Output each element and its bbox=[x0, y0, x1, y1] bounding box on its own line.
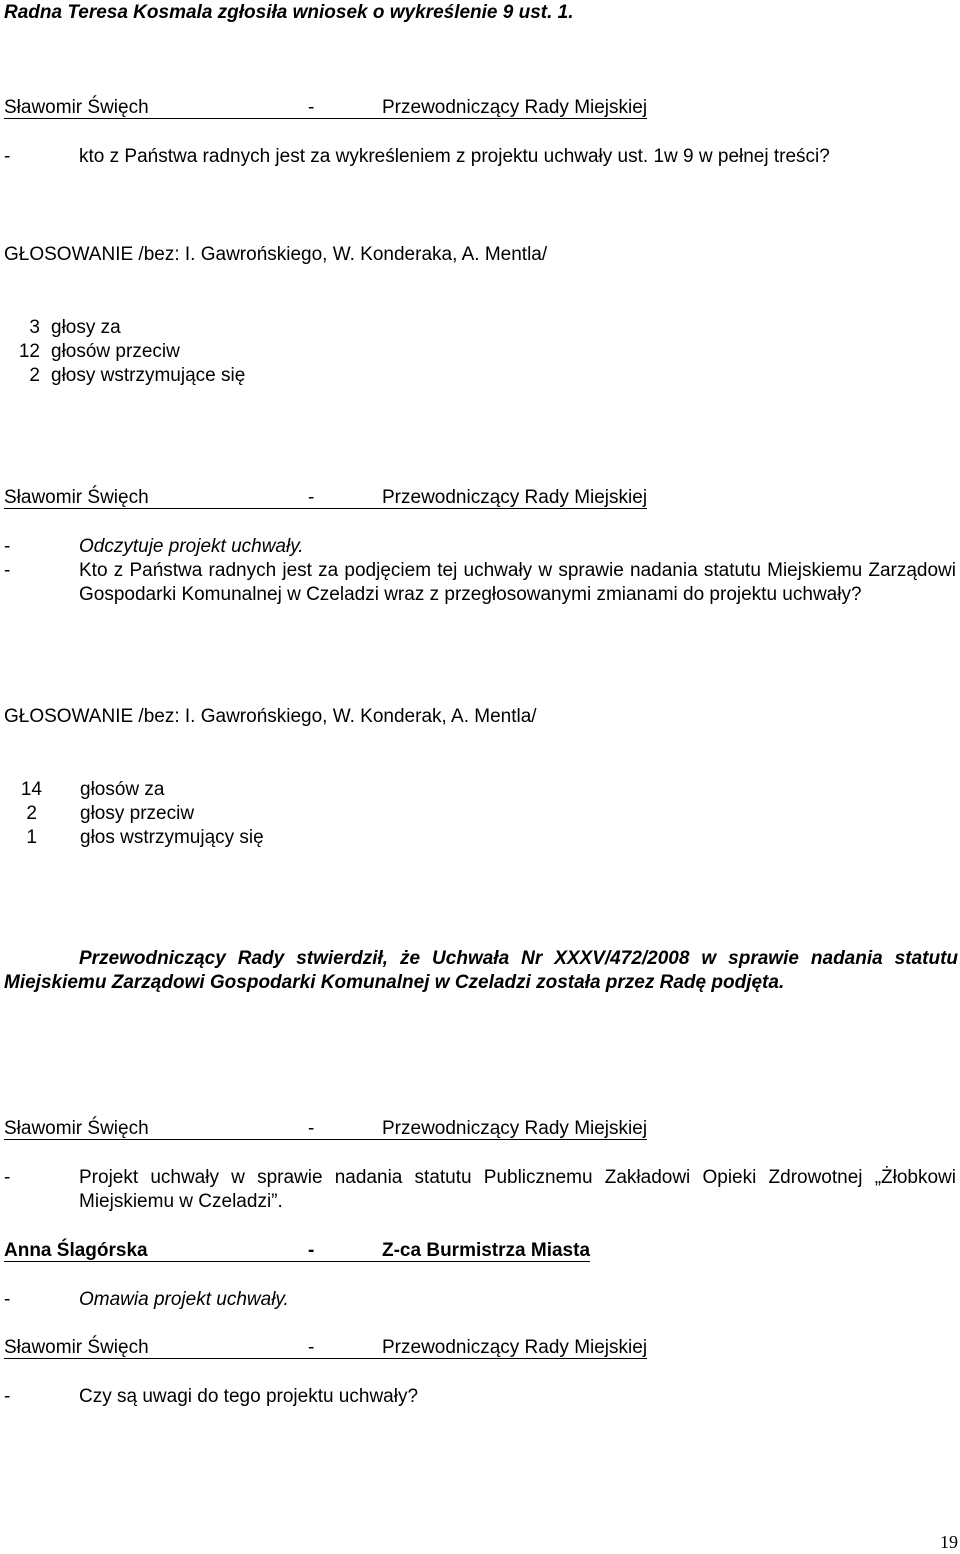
list-text: kto z Państwa radnych jest za wykreśleniem z projektu uchwały ust. 1w 9 w pełnej treści? bbox=[79, 146, 830, 167]
vote-label: głos wstrzymujący się bbox=[80, 827, 264, 848]
vote-row bbox=[4, 826, 264, 850]
speaker-name: Sławomir Święch bbox=[4, 1336, 308, 1359]
list-item bbox=[4, 1166, 956, 1214]
vote-results bbox=[4, 316, 245, 388]
list-item bbox=[4, 559, 956, 607]
vote-count: 2 bbox=[29, 365, 40, 386]
vote-count: 14 bbox=[20, 779, 42, 800]
page-number: 19 bbox=[940, 1532, 958, 1552]
list-text: Projekt uchwały w sprawie nadania statutu Publicznemu Zakładowi Opieki Zdrowotnej „Żłobkowi Miejskiemu w Czeladzi”. bbox=[79, 1167, 956, 1212]
speaker-role: Przewodniczący Rady Miejskiej bbox=[382, 487, 648, 508]
speaker-dash: - bbox=[308, 1239, 382, 1262]
vote-count: 12 bbox=[18, 341, 40, 362]
vote-row bbox=[4, 340, 245, 364]
speaker-line bbox=[4, 486, 692, 510]
vote-row bbox=[4, 802, 264, 826]
vote-label: głosy za bbox=[51, 317, 121, 338]
vote-row bbox=[4, 316, 245, 340]
intro-heading: Radna Teresa Kosmala zgłosiła wniosek o wykreślenie 9 ust. 1. bbox=[4, 2, 574, 23]
vote-results bbox=[4, 778, 264, 850]
speaker-dash: - bbox=[308, 96, 382, 119]
speaker-name: Sławomir Święch bbox=[4, 96, 308, 119]
vote-title: GŁOSOWANIE /bez: I. Gawrońskiego, W. Konderak, A. Mentla/ bbox=[4, 706, 537, 727]
speaker-name: Sławomir Święch bbox=[4, 1117, 308, 1140]
list-item bbox=[4, 1288, 956, 1312]
list-text: Czy są uwagi do tego projektu uchwały? bbox=[79, 1386, 419, 1407]
speaker-role: Przewodniczący Rady Miejskiej bbox=[382, 1337, 648, 1358]
speaker-line bbox=[4, 96, 692, 120]
list-dash: - bbox=[4, 1386, 11, 1407]
speaker-role: Z-ca Burmistrza Miasta bbox=[382, 1240, 591, 1261]
list-item bbox=[4, 535, 956, 559]
list-dash: - bbox=[4, 560, 11, 581]
vote-count: 3 bbox=[29, 317, 40, 338]
list-item bbox=[4, 145, 956, 169]
vote-label: głosów przeciw bbox=[51, 341, 180, 362]
speaker-name: Sławomir Święch bbox=[4, 486, 308, 509]
list-text: Omawia projekt uchwały. bbox=[79, 1289, 289, 1310]
list-item bbox=[4, 1385, 956, 1409]
speaker-role: Przewodniczący Rady Miejskiej bbox=[382, 1118, 648, 1139]
list-dash: - bbox=[4, 146, 11, 167]
list-text: Odczytuje projekt uchwały. bbox=[79, 536, 304, 557]
vote-label: głosów za bbox=[80, 779, 165, 800]
vote-count: 2 bbox=[26, 803, 37, 824]
list-text: Kto z Państwa radnych jest za podjęciem tej uchwały w sprawie nadania statutu Miejskiemu Zarządowi Gospodarki Komunalnej w Czeladzi wraz z przegłosowanymi zmianami do projektu uchwały? bbox=[79, 560, 956, 605]
speaker-line bbox=[4, 1117, 692, 1141]
speaker-dash: - bbox=[308, 1117, 382, 1140]
list-dash: - bbox=[4, 1167, 11, 1188]
speaker-dash: - bbox=[308, 1336, 382, 1359]
vote-label: głosy przeciw bbox=[80, 803, 195, 824]
list-dash: - bbox=[4, 536, 11, 557]
vote-row bbox=[4, 364, 245, 388]
conclusion-paragraph: Przewodniczący Rady stwierdził, że Uchwała Nr XXXV/472/2008 w sprawie nadania statutu Miejskiemu Zarządowi Gospodarki Komunalnej w Czeladzi została przez Radę podjęta. bbox=[4, 948, 958, 993]
list-dash: - bbox=[4, 1289, 11, 1310]
speaker-line bbox=[4, 1239, 608, 1263]
speaker-role: Przewodniczący Rady Miejskiej bbox=[382, 97, 648, 118]
speaker-dash: - bbox=[308, 486, 382, 509]
speaker-name: Anna Ślagórska bbox=[4, 1239, 308, 1262]
vote-label: głosy wstrzymujące się bbox=[51, 365, 246, 386]
vote-row bbox=[4, 778, 264, 802]
vote-count: 1 bbox=[26, 827, 37, 848]
speaker-line bbox=[4, 1336, 692, 1360]
vote-title: GŁOSOWANIE /bez: I. Gawrońskiego, W. Konderaka, A. Mentla/ bbox=[4, 244, 548, 265]
